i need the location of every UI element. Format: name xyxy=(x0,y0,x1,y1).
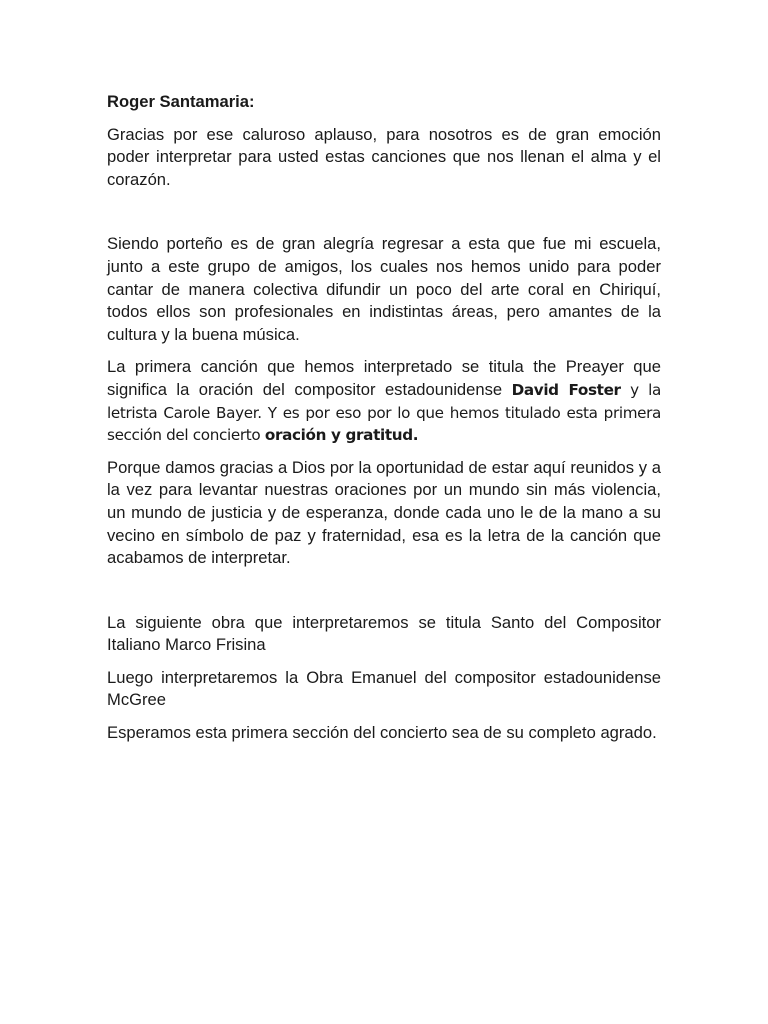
paragraph-first-song xyxy=(107,356,661,446)
first-song-text-1: La primera canción que hemos interpretado se titula the Preayer que significa la oración del compositor estadounidense xyxy=(107,357,661,399)
composer-name: David Foster xyxy=(511,380,621,399)
paragraph-santo: La siguiente obra que interpretaremos se titula Santo del Compositor Italiano Marco Frisina xyxy=(107,612,661,655)
paragraph-introduction: Siendo porteño es de gran alegría regresar a esta que fue mi escuela, junto a este grupo de amigos, los cuales nos hemos unido para poder cantar de manera colectiva difundir un poco del arte coral en Chiriquí, todos ellos son profesionales en indistintas áreas, pero amantes de la cultura y la buena música. xyxy=(107,234,661,344)
speaker-heading: Roger Santamaria: xyxy=(107,92,255,111)
section-title: oración y gratitud. xyxy=(264,426,419,445)
paragraph-prayer: Porque damos gracias a Dios por la oportunidad de estar aquí reunidos y a la vez para levantar nuestras oraciones por un mundo sin más violencia, un mundo de justicia y de esperanza, donde cada uno le de la mano a su vecino en símbolo de paz y fraternidad, esa es la letra de la canción que acabamos de interpretar. xyxy=(107,457,661,568)
paragraph-thanks: Gracias por ese caluroso aplauso, para nosotros es de gran emoción poder interpretar para usted estas canciones que nos llenan el alma y el corazón. xyxy=(107,124,661,189)
paragraph-closing: Esperamos esta primera sección del concierto sea de su completo agrado. xyxy=(107,723,657,743)
document-page xyxy=(107,91,661,755)
first-song-text-2: y la letrista Carole Bayer. Y es por eso por lo que hemos titulado esta primera sección del concierto xyxy=(107,380,661,445)
paragraph-emanuel: Luego interpretaremos la Obra Emanuel del compositor estadounidense McGree xyxy=(107,667,661,710)
